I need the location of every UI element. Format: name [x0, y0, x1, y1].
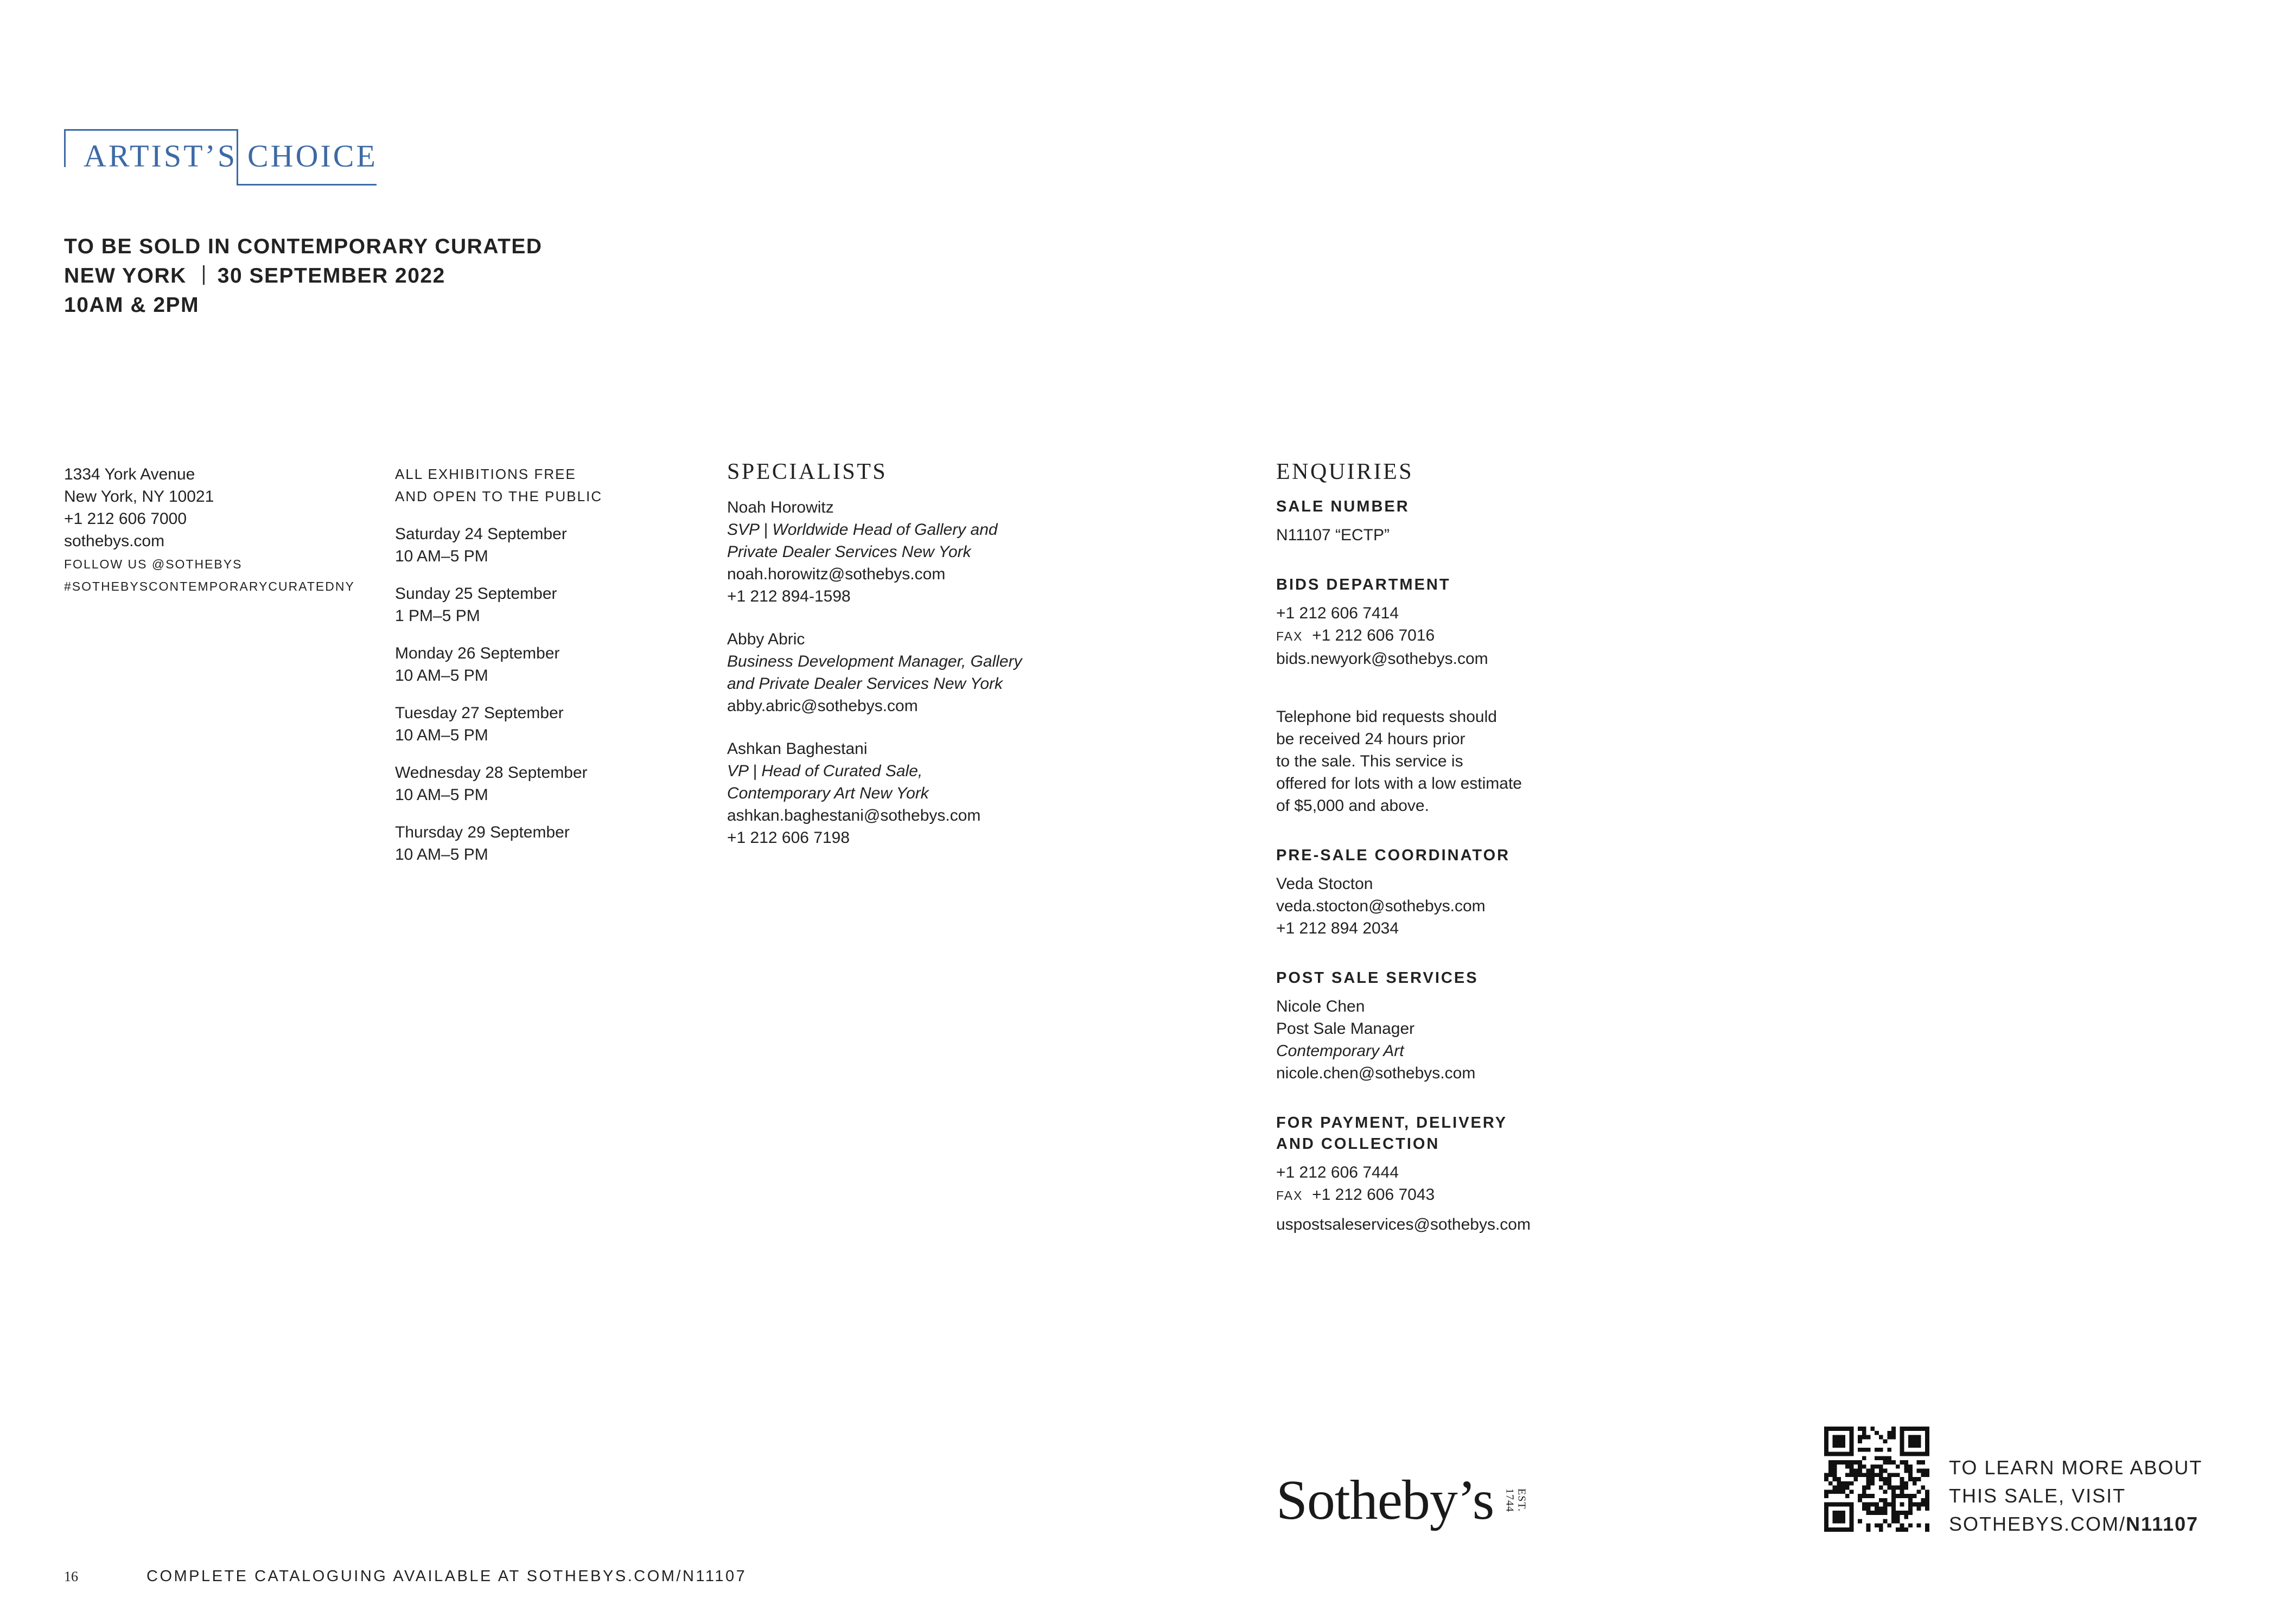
exhibition-day	[395, 642, 602, 687]
exhibition-hours: 10 AM–5 PM	[395, 726, 488, 744]
specialist-email[interactable]: noah.horowitz@sothebys.com	[727, 565, 946, 583]
note-line: offered for lots with a low estimate	[1276, 775, 1522, 792]
bids-phone: +1 212 606 7414	[1276, 604, 1399, 622]
specialist-entry	[727, 738, 1022, 849]
est-mark: EST. 1744	[1503, 1488, 1528, 1512]
sothebys-logo	[1276, 1468, 1527, 1533]
postsale-block	[1276, 968, 1613, 1084]
enquiries-heading: ENQUIRIES	[1276, 459, 1414, 484]
artists-choice-logo	[64, 129, 377, 186]
footer-cataloguing[interactable]: COMPLETE CATALOGUING AVAILABLE AT SOTHEBYS.COM/N11107	[146, 1568, 747, 1585]
payment-block	[1276, 1112, 1613, 1236]
presale-label: PRE-SALE COORDINATOR	[1276, 847, 1511, 864]
exhibition-hours: 10 AM–5 PM	[395, 667, 488, 685]
telephone-bid-note	[1276, 706, 1613, 817]
address-website[interactable]: sothebys.com	[64, 532, 165, 550]
exhibition-day	[395, 762, 602, 806]
learn-more-line: TO LEARN MORE ABOUT	[1949, 1456, 2203, 1479]
postsale-label: POST SALE SERVICES	[1276, 969, 1479, 987]
specialist-name: Ashkan Baghestani	[727, 740, 868, 758]
specialists-heading: SPECIALISTS	[727, 459, 888, 484]
specialists-block	[727, 461, 1022, 869]
fax-label: FAX	[1276, 1188, 1303, 1203]
logo-rule	[64, 129, 237, 131]
sale-number-label: SALE NUMBER	[1276, 498, 1410, 515]
exhibition-date: Saturday 24 September	[395, 525, 567, 543]
exhibition-hours: 10 AM–5 PM	[395, 786, 488, 804]
note-line: of $5,000 and above.	[1276, 797, 1429, 815]
exhibition-date: Sunday 25 September	[395, 585, 557, 603]
hashtag: #SOTHEBYSCONTEMPORARYCURATEDNY	[64, 579, 355, 593]
presale-email[interactable]: veda.stocton@sothebys.com	[1276, 897, 1486, 915]
presale-block	[1276, 845, 1613, 939]
postsale-name: Nicole Chen	[1276, 998, 1365, 1015]
qr-code-icon[interactable]	[1824, 1427, 1929, 1532]
logo-rule	[237, 184, 377, 186]
bids-email[interactable]: bids.newyork@sothebys.com	[1276, 650, 1488, 668]
payment-phone: +1 212 606 7444	[1276, 1163, 1399, 1181]
exhibitions-heading: ALL EXHIBITIONS FREE	[395, 466, 576, 482]
specialist-title: Business Development Manager, Gallery	[727, 653, 1022, 670]
divider	[203, 265, 205, 285]
follow-us: FOLLOW US @SOTHEBYS	[64, 557, 243, 571]
sale-city: NEW YORK	[64, 264, 187, 287]
note-line: be received 24 hours prior	[1276, 730, 1465, 748]
presale-phone: +1 212 894 2034	[1276, 919, 1399, 937]
sale-date: 30 SEPTEMBER 2022	[217, 264, 445, 287]
sale-number: N11107 “ECTP”	[1276, 526, 1390, 544]
note-line: to the sale. This service is	[1276, 752, 1463, 770]
postsale-email[interactable]: nicole.chen@sothebys.com	[1276, 1064, 1476, 1082]
sothebys-wordmark: Sotheby’s	[1276, 1469, 1494, 1531]
payment-label-line2: AND COLLECTION	[1276, 1135, 1440, 1153]
sale-times: 10AM & 2PM	[64, 293, 200, 317]
learn-more	[1949, 1454, 2202, 1538]
logo-rule	[64, 129, 66, 167]
presale-name: Veda Stocton	[1276, 875, 1373, 893]
page-number: 16	[64, 1569, 78, 1584]
url-prefix: SOTHEBYS.COM/	[1949, 1513, 2126, 1535]
sale-heading	[64, 232, 543, 320]
exhibition-day	[395, 821, 602, 866]
specialist-phone: +1 212 606 7198	[727, 829, 850, 847]
address-street: 1334 York Avenue	[64, 465, 195, 483]
address-city: New York, NY 10021	[64, 488, 214, 506]
postsale-dept: Contemporary Art	[1276, 1042, 1404, 1060]
specialist-entry	[727, 628, 1022, 717]
exhibitions-block	[395, 463, 602, 866]
exhibition-date: Monday 26 September	[395, 644, 560, 662]
specialist-title: Private Dealer Services New York	[727, 543, 971, 561]
fax-label: FAX	[1276, 629, 1303, 643]
url-code: N11107	[2126, 1513, 2199, 1535]
exhibition-date: Thursday 29 September	[395, 823, 570, 841]
address-block	[64, 463, 355, 598]
specialist-phone: +1 212 894-1598	[727, 587, 851, 605]
specialist-name: Abby Abric	[727, 630, 805, 648]
specialist-entry	[727, 496, 1022, 608]
bids-department-label: BIDS DEPARTMENT	[1276, 576, 1451, 593]
exhibitions-heading-line2: AND OPEN TO THE PUBLIC	[395, 488, 603, 504]
sale-number-block	[1276, 496, 1613, 546]
learn-more-url[interactable]	[1949, 1510, 2202, 1538]
exhibition-day	[395, 523, 602, 567]
exhibition-hours: 10 AM–5 PM	[395, 547, 488, 565]
enquiries-block	[1276, 461, 1613, 1264]
logo-word-choice: CHOICE	[247, 138, 378, 174]
specialist-title: VP | Head of Curated Sale,	[727, 762, 923, 780]
learn-more-line: THIS SALE, VISIT	[1949, 1485, 2126, 1507]
specialist-name: Noah Horowitz	[727, 498, 834, 516]
payment-label: FOR PAYMENT, DELIVERY	[1276, 1114, 1508, 1131]
bids-department-block	[1276, 574, 1613, 670]
exhibition-day	[395, 702, 602, 746]
bids-fax-line	[1276, 624, 1613, 648]
note-line: Telephone bid requests should	[1276, 708, 1497, 726]
exhibition-date: Tuesday 27 September	[395, 704, 564, 722]
sale-location-date	[64, 261, 543, 291]
exhibition-hours: 10 AM–5 PM	[395, 846, 488, 864]
bids-fax: +1 212 606 7016	[1312, 626, 1435, 644]
payment-email[interactable]: uspostsaleservices@sothebys.com	[1276, 1216, 1531, 1233]
exhibition-day	[395, 583, 602, 627]
address-phone: +1 212 606 7000	[64, 510, 187, 528]
specialist-title: and Private Dealer Services New York	[727, 675, 1003, 693]
specialist-email[interactable]: abby.abric@sothebys.com	[727, 697, 918, 715]
sale-line: TO BE SOLD IN CONTEMPORARY CURATED	[64, 235, 543, 258]
payment-fax: +1 212 606 7043	[1312, 1186, 1435, 1204]
payment-fax-line	[1276, 1184, 1613, 1207]
specialist-email[interactable]: ashkan.baghestani@sothebys.com	[727, 807, 981, 824]
specialist-title: Contemporary Art New York	[727, 784, 929, 802]
exhibition-hours: 1 PM–5 PM	[395, 607, 480, 625]
postsale-title: Post Sale Manager	[1276, 1020, 1415, 1038]
specialist-title: SVP | Worldwide Head of Gallery and	[727, 521, 998, 539]
exhibition-date: Wednesday 28 September	[395, 764, 588, 782]
logo-word-artists: ARTIST’S	[84, 138, 238, 174]
